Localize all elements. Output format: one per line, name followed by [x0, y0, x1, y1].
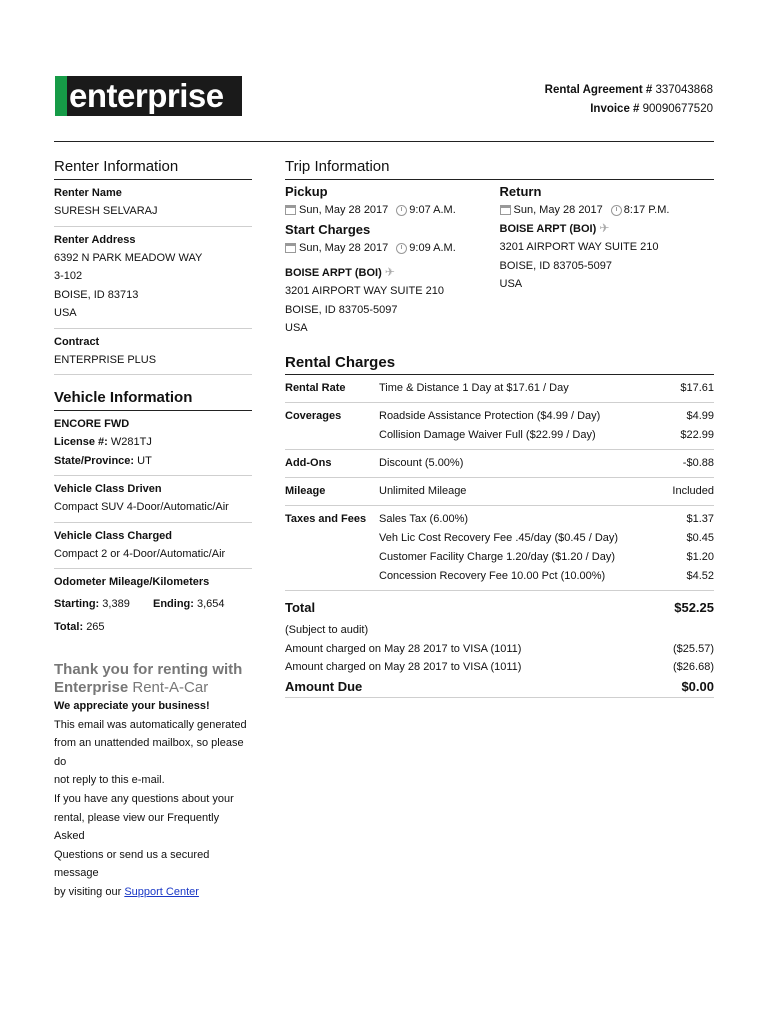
return-date: Sun, May 28 2017: [513, 204, 603, 216]
pickup-time: 9:07 A.M.: [409, 204, 456, 216]
left-column: [54, 158, 252, 902]
payment-row: Amount charged on May 28 2017 to VISA (1011) ($25.57): [285, 642, 714, 655]
rental-charges: [285, 354, 714, 698]
renter-name-block: Renter Name SURESH SELVARAJ: [54, 180, 252, 227]
odometer-block: Odometer Mileage/Kilometers Starting: 3,389 Ending: 3,654 Total: 265: [54, 576, 225, 633]
charge-group-rental-rate: Rental Rate Time & Distance 1 Day at $17.61 / Day $17.61: [285, 375, 714, 403]
odometer-total: 265: [86, 620, 105, 633]
renter-name: SURESH SELVARAJ: [54, 205, 158, 217]
renter-info-title: Renter Information: [54, 158, 252, 180]
odometer-start: 3,389: [102, 598, 130, 610]
pickup-column: Pickup Sun, May 28 2017 9:07 A.M. Start Charges Sun, May 28 2017 9:09 A.M. BOISE ARPT (BOI) ✈ 3201 AIRPORT WAY SUITE 210 BOISE, ID 83705-5097 USA: [285, 184, 456, 334]
charge-group-mileage: Mileage Unlimited Mileage Included: [285, 478, 714, 506]
invoice-line: Invoice # 90090677520: [590, 103, 713, 115]
vehicle-model-block: ENCORE FWD License #: W281TJ State/Province: UT: [54, 411, 252, 476]
document-ids: [545, 81, 713, 119]
pickup-date: Sun, May 28 2017: [299, 204, 389, 216]
total-row: Total $52.25: [285, 597, 714, 619]
thanks-message: We appreciate your business! This email was automatically generated from an unattended mailbox, so please do not reply to this e-mail. If you have any questions about your rental, please view our Frequently Asked Questions or send us a secured message by visiting our Support Center: [54, 700, 247, 898]
header-divider: [54, 141, 714, 142]
calendar-icon: [285, 243, 296, 253]
return-column: Return Sun, May 28 2017 8:17 P.M. BOISE ARPT (BOI) ✈ 3201 AIRPORT WAY SUITE 210 BOISE, ID 83705-5097 USA: [499, 184, 670, 290]
contract-block: Contract ENTERPRISE PLUS: [54, 329, 252, 376]
state-value: UT: [137, 454, 152, 467]
total-amount: $52.25: [674, 600, 714, 615]
invoice-number: 90090677520: [642, 103, 713, 115]
totals-block: Total $52.25 (Subject to audit) Amount charged on May 28 2017 to VISA (1011) ($25.57) Amount charged on May 28 2017 to VISA (1011) ($26.68) Amount Due $0.00: [285, 591, 714, 698]
start-date: Sun, May 28 2017: [299, 242, 389, 254]
charge-group-add-ons: Add-Ons Discount (5.00%) -$0.88: [285, 450, 714, 478]
clock-icon: [611, 205, 622, 216]
renter-address-block: Renter Address 6392 N PARK MEADOW WAY 3-102 BOISE, ID 83713 USA: [54, 227, 252, 329]
start-time: 9:09 A.M.: [409, 242, 456, 254]
pickup-location: BOISE ARPT (BOI): [285, 267, 382, 279]
odometer-end: 3,654: [197, 598, 225, 610]
support-center-link[interactable]: Support Center: [124, 885, 199, 898]
charge-group-taxes-fees: Taxes and Fees Sales Tax (6.00%) $1.37 Veh Lic Cost Recovery Fee .45/day ($0.45 / Day) $0.45 Customer Facility Charge 1.20/day ($1.20 / Day) $1.20 Concession Recovery Fee 10.00 Pct (10.00%) $4.52: [285, 506, 714, 591]
enterprise-logo: [55, 76, 242, 116]
return-location: BOISE ARPT (BOI): [499, 223, 597, 235]
amount-due-row: Amount Due $0.00: [285, 677, 714, 697]
clock-icon: [396, 205, 407, 216]
return-time: 8:17 P.M.: [623, 204, 670, 216]
trip-info: [285, 158, 714, 338]
vehicle-model: ENCORE FWD: [54, 418, 130, 430]
contract-value: ENTERPRISE PLUS: [54, 353, 157, 366]
rental-charges-title: Rental Charges: [285, 354, 714, 375]
logo-green-bar: [55, 76, 67, 116]
logo-text: enterprise: [69, 77, 224, 114]
vehicle-info-title: Vehicle Information: [54, 389, 252, 411]
trip-info-title: Trip Information: [285, 158, 714, 180]
rental-agreement-number: 337043868: [655, 84, 713, 96]
class-charged-block: Vehicle Class Charged Compact 2 or 4-Door/Automatic/Air: [54, 523, 252, 570]
license-number: W281TJ: [110, 436, 152, 448]
calendar-icon: [285, 205, 296, 215]
class-driven-block: Vehicle Class Driven Compact SUV 4-Door/Automatic/Air: [54, 476, 252, 523]
airplane-icon: ✈: [599, 221, 610, 235]
airplane-icon: ✈: [384, 265, 395, 279]
calendar-icon: [500, 205, 511, 215]
rental-agreement-line: Rental Agreement # 337043868: [544, 84, 713, 96]
clock-icon: [396, 243, 407, 254]
charge-group-coverages: Coverages Roadside Assistance Protection ($4.99 / Day) $4.99 Collision Damage Waiver Full ($22.99 / Day) $22.99: [285, 403, 714, 450]
payment-row: Amount charged on May 28 2017 to VISA (1011) ($26.68): [285, 661, 714, 673]
thanks-title: Thank you for renting with Enterprise Rent-A-Car: [54, 661, 243, 696]
amount-due: $0.00: [681, 678, 714, 694]
